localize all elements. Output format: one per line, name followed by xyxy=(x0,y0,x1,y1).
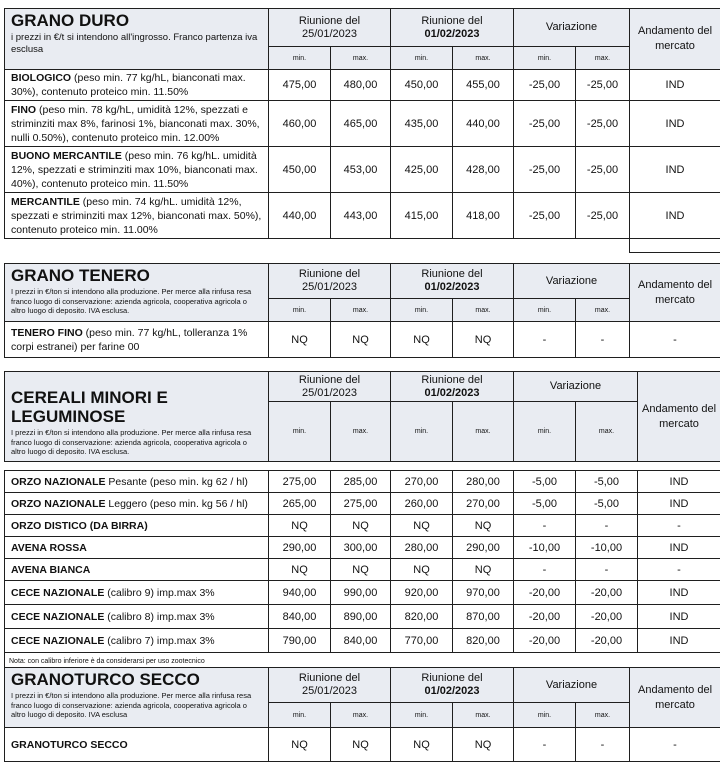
product-name: MERCANTILE xyxy=(11,195,80,208)
var-max: - xyxy=(576,559,638,581)
section-subtitle: I prezzi in €/ton si intendono alla produzione. Per merce alla rinfusa resa franco luogo di conservazione: azienda agricola, cooperativa agricola o altro luogo di deposito. IVA esclusa. xyxy=(11,428,252,456)
row-label xyxy=(5,559,269,581)
max-header: max. xyxy=(331,703,391,728)
section-title: GRANOTURCO SECCO xyxy=(11,670,200,689)
var-max: - xyxy=(576,728,630,762)
trend: IND xyxy=(630,101,720,147)
product-name: BIOLOGICO xyxy=(11,72,72,84)
var-max: -25,00 xyxy=(576,101,630,147)
product-desc: (calibro 9) imp.max 3% xyxy=(104,586,215,599)
min-header: min. xyxy=(514,402,576,462)
product-desc: (peso min. 76 kg/hL. umidità 12%, spezzati e striminziti max 10%, bianconati max. 40%), contenuto proteico min. 11.50% xyxy=(11,149,258,190)
curr-max: 290,00 xyxy=(453,537,514,559)
max-header: max. xyxy=(576,703,630,728)
row-label xyxy=(5,537,269,559)
product-name: FINO xyxy=(11,103,37,116)
section-subtitle: I prezzi in €/ton si intendono alla produzione. Per merce alla rinfusa resa franco luogo di conservazione: azienda agricola, cooperativa agricola o altro luogo di deposito. IVA esclusa xyxy=(11,691,252,719)
prev-max: 465,00 xyxy=(331,101,391,147)
trend-label: Andamento del xyxy=(638,25,713,37)
trend: IND xyxy=(638,537,720,559)
curr-max: NQ xyxy=(453,515,514,537)
grano-duro-table xyxy=(4,8,720,253)
curr-meeting-header xyxy=(391,264,514,299)
max-header: max. xyxy=(576,402,638,462)
prev-max: 480,00 xyxy=(331,70,391,101)
min-header: min. xyxy=(514,703,576,728)
section-title: GRANO DURO xyxy=(11,11,130,30)
table-row xyxy=(5,147,720,193)
product-desc: (peso min. 74 kg/hL. umidità 12%, spezzati e striminziti max 12%, bianconati max. 50%), contenuto proteico min. 11.00% xyxy=(11,195,262,236)
product-name: ORZO DISTICO (DA BIRRA) xyxy=(11,519,148,532)
prev-meeting-header xyxy=(269,668,391,703)
var-max: -25,00 xyxy=(576,70,630,101)
spacer-row xyxy=(5,462,720,471)
variation-header xyxy=(514,668,630,703)
var-max: -25,00 xyxy=(576,147,630,193)
var-min: -5,00 xyxy=(514,471,576,493)
product-name: GRANOTURCO SECCO xyxy=(11,738,128,751)
prev-min: 460,00 xyxy=(269,101,331,147)
table-row xyxy=(5,605,720,629)
max-header: max. xyxy=(576,47,630,70)
curr-min: 415,00 xyxy=(391,193,453,239)
min-header: min. xyxy=(391,402,453,462)
prev-date: 25/01/2023 xyxy=(301,685,358,697)
trend: IND xyxy=(638,493,720,515)
curr-min: 425,00 xyxy=(391,147,453,193)
curr-min: 260,00 xyxy=(391,493,453,515)
granoturco-secco-table xyxy=(4,667,720,762)
variation-label: Variazione xyxy=(549,380,602,392)
curr-meeting-header xyxy=(391,668,514,703)
prev-max: 275,00 xyxy=(331,493,391,515)
trend: - xyxy=(630,322,720,358)
min-header: min. xyxy=(391,47,453,70)
prev-min: 290,00 xyxy=(269,537,331,559)
row-label xyxy=(5,581,269,605)
trend-label: Andamento del xyxy=(638,278,713,291)
prev-min: 265,00 xyxy=(269,493,331,515)
trend-label: mercato xyxy=(655,293,695,306)
trend: IND xyxy=(638,629,720,653)
var-min: -25,00 xyxy=(514,101,576,147)
trend: IND xyxy=(638,581,720,605)
var-min: - xyxy=(514,559,576,581)
trend: IND xyxy=(638,471,720,493)
curr-max: 440,00 xyxy=(453,101,514,147)
curr-max: NQ xyxy=(453,559,514,581)
curr-max: 870,00 xyxy=(453,605,514,629)
prev-meeting-header xyxy=(269,264,391,299)
product-name: AVENA BIANCA xyxy=(11,563,91,576)
table-row xyxy=(5,471,720,493)
section-header xyxy=(5,372,269,462)
max-header: max. xyxy=(453,402,514,462)
variation-label: Variazione xyxy=(545,21,598,33)
curr-min: 450,00 xyxy=(391,70,453,101)
prev-min: 475,00 xyxy=(269,70,331,101)
prev-max: NQ xyxy=(331,515,391,537)
var-min: -20,00 xyxy=(514,581,576,605)
curr-min: NQ xyxy=(391,728,453,762)
min-header: min. xyxy=(391,299,453,322)
product-desc: Leggero (peso min. kg 56 / hl) xyxy=(105,497,248,510)
prev-date: 25/01/2023 xyxy=(301,386,358,399)
min-header: min. xyxy=(269,299,331,322)
prev-max: 285,00 xyxy=(331,471,391,493)
prev-max: NQ xyxy=(331,559,391,581)
prev-meeting-header xyxy=(269,372,391,402)
table-row xyxy=(5,537,720,559)
curr-date: 01/02/2023 xyxy=(424,386,480,399)
trend-header xyxy=(630,264,720,322)
variation-header xyxy=(514,264,630,299)
blank-cell xyxy=(5,239,630,253)
var-min: -25,00 xyxy=(514,147,576,193)
curr-min: NQ xyxy=(391,559,453,581)
product-name: CECE NAZIONALE xyxy=(11,634,105,647)
prev-min: 790,00 xyxy=(269,629,331,653)
product-name: ORZO NAZIONALE xyxy=(11,497,106,510)
row-label xyxy=(5,605,269,629)
prev-max: 453,00 xyxy=(331,147,391,193)
table-row xyxy=(5,101,720,147)
var-min: - xyxy=(514,322,576,358)
prev-min: 940,00 xyxy=(269,581,331,605)
var-max: -5,00 xyxy=(576,471,638,493)
blank-row xyxy=(5,239,720,253)
prev-max: 890,00 xyxy=(331,605,391,629)
section-subtitle: I prezzi in €/ton si intendono alla produzione. Per merce alla rinfusa resa franco luogo di conservazione: azienda agricola, cooperativa agricola o altro luogo di deposito. IVA esclusa. xyxy=(11,287,252,315)
cereali-minori-table xyxy=(4,371,720,671)
meeting-label: Riunione del xyxy=(298,268,361,280)
curr-max: 418,00 xyxy=(453,193,514,239)
trend-label: Andamento del xyxy=(638,683,713,696)
meeting-label: Riunione del xyxy=(298,672,361,684)
curr-date: 01/02/2023 xyxy=(424,281,480,293)
prev-min: NQ xyxy=(269,559,331,581)
table-row xyxy=(5,629,720,653)
product-desc: (peso min. 77 kg/hL, bianconati max. 30%), contenuto proteico min. 11.50% xyxy=(11,72,246,98)
prev-max: NQ xyxy=(331,728,391,762)
trend: - xyxy=(638,515,720,537)
table-row xyxy=(5,728,720,762)
prev-min: 440,00 xyxy=(269,193,331,239)
row-label xyxy=(5,471,269,493)
max-header: max. xyxy=(453,703,514,728)
section-header xyxy=(5,9,269,70)
trend: IND xyxy=(630,70,720,101)
variation-header xyxy=(514,9,630,47)
meeting-label: Riunione del xyxy=(421,672,483,684)
section-subtitle: i prezzi in €/t si intendono all'ingrosso. Franco partenza iva esclusa xyxy=(11,32,258,55)
max-header: max. xyxy=(331,299,391,322)
max-header: max. xyxy=(453,299,514,322)
row-label xyxy=(5,322,269,358)
curr-max: NQ xyxy=(453,728,514,762)
curr-meeting-header xyxy=(391,372,514,402)
table-row xyxy=(5,515,720,537)
section-note: Nota: con calibro inferiore è da considerarsi per uso zootecnico xyxy=(5,653,720,671)
variation-label: Variazione xyxy=(545,678,598,691)
product-name: ORZO NAZIONALE xyxy=(11,475,106,488)
var-max: -10,00 xyxy=(576,537,638,559)
max-header: max. xyxy=(331,47,391,70)
var-min: -25,00 xyxy=(514,70,576,101)
prev-date: 25/01/2023 xyxy=(301,27,358,40)
var-min: -10,00 xyxy=(514,537,576,559)
blank-cell xyxy=(630,239,720,253)
var-max: -20,00 xyxy=(576,629,638,653)
max-header: max. xyxy=(453,47,514,70)
curr-min: 920,00 xyxy=(391,581,453,605)
trend-header xyxy=(638,372,720,462)
table-row xyxy=(5,322,720,358)
var-min: -20,00 xyxy=(514,605,576,629)
prev-max: 300,00 xyxy=(331,537,391,559)
table-row xyxy=(5,193,720,239)
curr-max: 455,00 xyxy=(453,70,514,101)
max-header: max. xyxy=(576,299,630,322)
product-name: CECE NAZIONALE xyxy=(11,610,105,623)
section-header xyxy=(5,668,269,728)
curr-max: 428,00 xyxy=(453,147,514,193)
prev-max: 840,00 xyxy=(331,629,391,653)
table-row xyxy=(5,70,720,101)
row-label xyxy=(5,101,269,147)
var-max: -20,00 xyxy=(576,581,638,605)
var-max: -20,00 xyxy=(576,605,638,629)
trend: IND xyxy=(630,193,720,239)
curr-max: 270,00 xyxy=(453,493,514,515)
var-max: - xyxy=(576,515,638,537)
curr-min: NQ xyxy=(391,515,453,537)
trend-label: mercato xyxy=(655,698,695,711)
meeting-label: Riunione del xyxy=(421,373,483,386)
row-label xyxy=(5,147,269,193)
prev-min: NQ xyxy=(269,515,331,537)
max-header: max. xyxy=(331,402,391,462)
meeting-label: Riunione del xyxy=(421,14,483,27)
prev-min: 450,00 xyxy=(269,147,331,193)
product-desc: (calibro 7) imp.max 3% xyxy=(104,634,215,647)
product-name: TENERO FINO xyxy=(11,326,83,339)
trend-label: mercato xyxy=(655,40,695,52)
product-desc: (calibro 8) imp.max 3% xyxy=(104,610,215,623)
var-max: - xyxy=(576,322,630,358)
min-header: min. xyxy=(391,703,453,728)
product-name: BUONO MERCANTILE xyxy=(11,149,122,162)
trend: - xyxy=(638,559,720,581)
spacer-cell xyxy=(5,462,720,471)
curr-min: NQ xyxy=(391,322,453,358)
curr-min: 270,00 xyxy=(391,471,453,493)
curr-max: 820,00 xyxy=(453,629,514,653)
trend-header xyxy=(630,668,720,728)
prev-max: 990,00 xyxy=(331,581,391,605)
curr-max: 280,00 xyxy=(453,471,514,493)
var-min: -20,00 xyxy=(514,629,576,653)
meeting-label: Riunione del xyxy=(298,14,361,27)
min-header: min. xyxy=(269,703,331,728)
prev-max: NQ xyxy=(331,322,391,358)
prev-min: 840,00 xyxy=(269,605,331,629)
curr-meeting-header xyxy=(391,9,514,47)
trend: IND xyxy=(638,605,720,629)
section-title: CEREALI MINORI E LEGUMINOSE xyxy=(11,388,168,426)
min-header: min. xyxy=(269,47,331,70)
var-max: -5,00 xyxy=(576,493,638,515)
row-label xyxy=(5,629,269,653)
meeting-label: Riunione del xyxy=(421,268,483,280)
curr-max: 970,00 xyxy=(453,581,514,605)
table-row xyxy=(5,493,720,515)
trend-label: Andamento del xyxy=(642,402,717,415)
grano-tenero-table xyxy=(4,263,720,358)
meeting-label: Riunione del xyxy=(298,373,361,386)
var-min: - xyxy=(514,515,576,537)
min-header: min. xyxy=(514,299,576,322)
row-label xyxy=(5,193,269,239)
prev-meeting-header xyxy=(269,9,391,47)
product-desc: (peso min. 78 kg/hL, umidità 12%, spezzati e striminziti max 8%, farinosi 1%, bianconati max. 30%, nulli 0.50%), contenuto proteico min. 12.00% xyxy=(11,103,260,144)
prev-max: 443,00 xyxy=(331,193,391,239)
curr-date: 01/02/2023 xyxy=(424,685,480,697)
variation-header xyxy=(514,372,638,402)
trend: IND xyxy=(630,147,720,193)
prev-min: 275,00 xyxy=(269,471,331,493)
curr-min: 435,00 xyxy=(391,101,453,147)
product-name: AVENA ROSSA xyxy=(11,541,87,554)
var-min: - xyxy=(514,728,576,762)
section-header xyxy=(5,264,269,322)
var-max: -25,00 xyxy=(576,193,630,239)
curr-min: 770,00 xyxy=(391,629,453,653)
variation-label: Variazione xyxy=(545,274,598,287)
curr-date: 01/02/2023 xyxy=(424,27,480,40)
row-label xyxy=(5,70,269,101)
trend-label: mercato xyxy=(659,417,699,430)
prev-min: NQ xyxy=(269,322,331,358)
curr-max: NQ xyxy=(453,322,514,358)
section-title: GRANO TENERO xyxy=(11,266,150,285)
var-min: -5,00 xyxy=(514,493,576,515)
trend: - xyxy=(630,728,720,762)
min-header: min. xyxy=(514,47,576,70)
curr-min: 280,00 xyxy=(391,537,453,559)
var-min: -25,00 xyxy=(514,193,576,239)
row-label xyxy=(5,493,269,515)
row-label xyxy=(5,515,269,537)
prev-min: NQ xyxy=(269,728,331,762)
trend-header xyxy=(630,9,720,70)
product-desc: (peso min. 77 kg/hL, tolleranza 1% corpi estranei) per farine 00 xyxy=(11,326,248,353)
row-label xyxy=(5,728,269,762)
table-row xyxy=(5,559,720,581)
curr-min: 820,00 xyxy=(391,605,453,629)
prev-date: 25/01/2023 xyxy=(301,281,358,293)
product-name: CECE NAZIONALE xyxy=(11,586,105,599)
table-row xyxy=(5,581,720,605)
min-header: min. xyxy=(269,402,331,462)
product-desc: Pesante (peso min. kg 62 / hl) xyxy=(105,475,248,488)
